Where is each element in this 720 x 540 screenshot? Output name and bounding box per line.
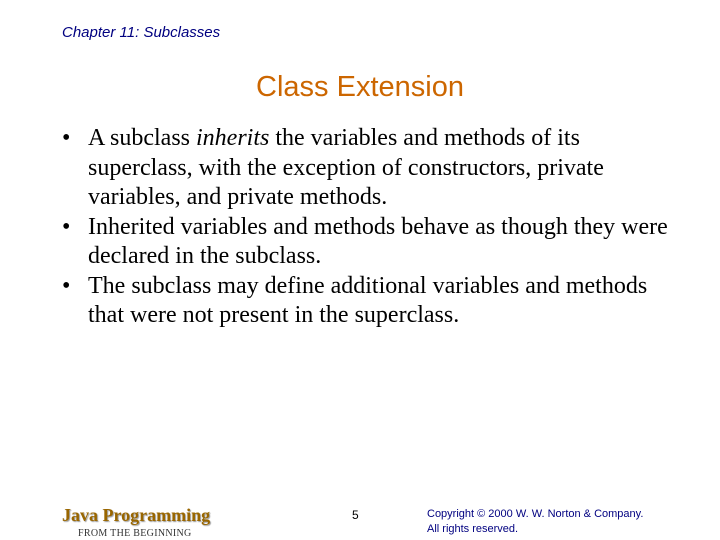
bullet-list	[62, 124, 672, 331]
bullet-marker: •	[62, 272, 71, 299]
bullet-item	[62, 213, 672, 272]
book-logo	[62, 505, 210, 539]
bullet-marker: •	[62, 125, 71, 151]
bullet-item	[62, 124, 672, 213]
chapter-header: Chapter 11: Subclasses	[62, 24, 221, 41]
bullet-text-end: the variables and methods of its superclass, with the exception of constructors, private variables, and private methods.	[88, 125, 604, 210]
bullet-text: The subclass may define additional variables and methods that were not present in the superclass.	[88, 272, 648, 328]
slide-title	[0, 71, 720, 104]
rights-line: All rights reserved.	[427, 523, 519, 535]
page-number: 5	[352, 508, 359, 522]
bullet-text: Inherited variables and methods behave as though they were declared in the subclass.	[88, 213, 668, 269]
book-title: Java Programming	[62, 505, 211, 525]
copyright-notice	[427, 507, 643, 537]
bullet-text-start: A subclass	[88, 125, 196, 151]
bullet-marker: •	[62, 213, 71, 240]
slide-title-text: Class Extension	[256, 71, 464, 103]
book-subtitle: FROM THE BEGINNING	[78, 528, 192, 539]
bullet-item	[62, 272, 672, 331]
bullet-emphasis: inherits	[196, 125, 270, 151]
copyright-line: Copyright © 2000 W. W. Norton & Company.	[427, 508, 644, 520]
